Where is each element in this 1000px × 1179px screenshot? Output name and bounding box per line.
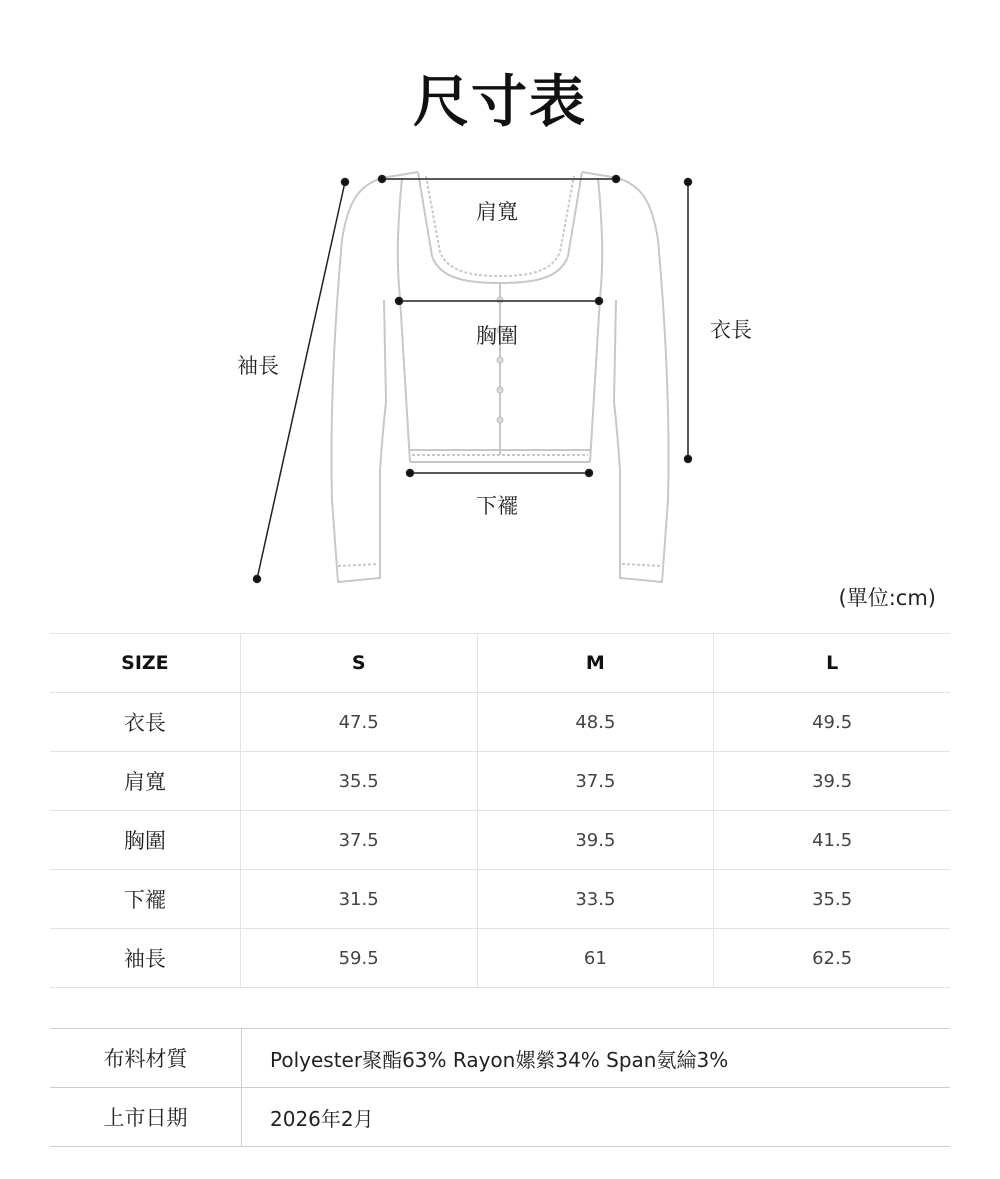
cell-value: 61 (477, 929, 714, 988)
header-s: S (240, 634, 477, 693)
table-row (50, 929, 950, 988)
cell-value: 41.5 (714, 811, 950, 870)
row-label: 肩寬 (50, 752, 240, 811)
table-row (50, 811, 950, 870)
row-label: 下襬 (50, 870, 240, 929)
row-label: 胸圍 (50, 811, 240, 870)
table-row (50, 752, 950, 811)
cell-value: 49.5 (714, 693, 950, 752)
cell-value: 47.5 (240, 693, 477, 752)
header-size: SIZE (50, 634, 240, 693)
cell-value: 62.5 (714, 929, 950, 988)
table-row (50, 693, 950, 752)
label-shoulder: 肩寬 (476, 200, 518, 224)
page-title: 尺寸表 (413, 70, 587, 135)
header-l: L (714, 634, 950, 693)
table-header-row (50, 634, 950, 693)
cell-value: 35.5 (714, 870, 950, 929)
info-value: 2026年2月 (242, 1088, 951, 1147)
cell-value: 37.5 (477, 752, 714, 811)
cell-value: 31.5 (240, 870, 477, 929)
label-length: 衣長 (710, 318, 752, 342)
label-sleeve: 袖長 (237, 354, 279, 378)
info-row-material (50, 1029, 950, 1088)
size-table (50, 633, 950, 988)
cell-value: 37.5 (240, 811, 477, 870)
info-key: 上市日期 (50, 1088, 242, 1147)
cell-value: 39.5 (477, 811, 714, 870)
cell-value: 48.5 (477, 693, 714, 752)
cell-value: 59.5 (240, 929, 477, 988)
measure-lines (254, 176, 692, 583)
row-label: 衣長 (50, 693, 240, 752)
label-hem: 下襬 (476, 494, 518, 518)
cell-value: 35.5 (240, 752, 477, 811)
label-chest: 胸圍 (476, 324, 518, 348)
fabric-info-table (50, 1028, 950, 1147)
info-value: Polyester聚酯63% Rayon嫘縈34% Span氨綸3% (242, 1029, 951, 1088)
garment-outline (331, 172, 668, 582)
table-row (50, 870, 950, 929)
info-row-release-date (50, 1088, 950, 1147)
row-label: 袖長 (50, 929, 240, 988)
unit-note: (單位:cm) (838, 586, 936, 610)
info-key: 布料材質 (50, 1029, 242, 1088)
header-m: M (477, 634, 714, 693)
cell-value: 33.5 (477, 870, 714, 929)
cell-value: 39.5 (714, 752, 950, 811)
